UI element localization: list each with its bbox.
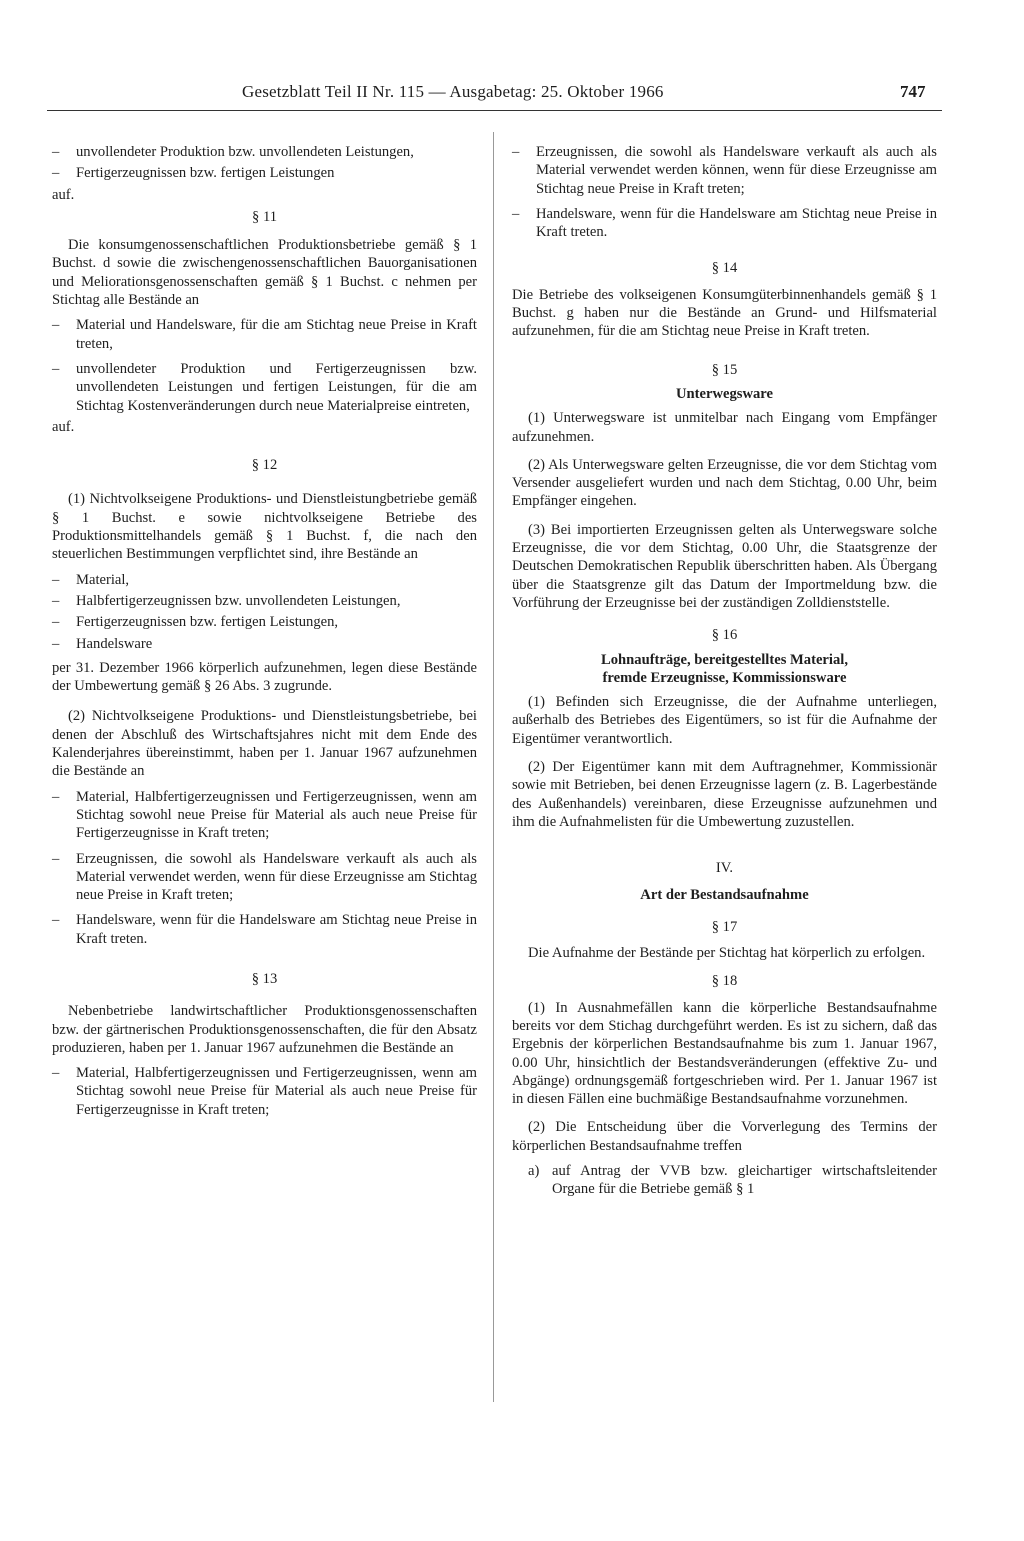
section-12-para-1: (1) Nichtvolkseigene Produktions- und Dienstleistungbetriebe gemäß § 1 Buchst. e sowie nichtvolkseigene Betriebe des Produktionsmittelhandels gemäß § 1 Buchst. f, die nach den steuerlichen Bestimmungen verpflichtet sind, ihre Bestände an	[52, 491, 477, 563]
dash-marker: –	[52, 912, 60, 929]
dash-marker: –	[52, 592, 60, 609]
list-item: – Handelsware, wenn für die Handelsware am Stichtag neue Preise in Kraft treten.	[52, 912, 477, 947]
section-15-title: Unterwegsware	[676, 385, 773, 402]
part-numeral: IV.	[715, 860, 734, 877]
item-label: a)	[528, 1163, 540, 1180]
section-heading-18: § 18	[711, 973, 738, 990]
dash-marker: –	[52, 1065, 60, 1082]
section-heading-11: § 11	[252, 208, 277, 225]
dash-marker: –	[52, 571, 60, 588]
page-number: 747	[900, 82, 926, 101]
dash-marker: –	[52, 614, 60, 631]
dash-marker: –	[52, 850, 60, 867]
dash-marker: –	[512, 205, 520, 222]
dash-marker: –	[52, 317, 60, 334]
list-item: – Material und Handelsware, für die am Stichtag neue Preise in Kraft treten,	[52, 317, 477, 352]
left-column	[52, 143, 477, 1126]
list-item: – Fertigerzeugnissen bzw. fertigen Leistungen,	[52, 614, 339, 631]
section-12-para-1-end: per 31. Dezember 1966 körperlich aufzunehmen, legen diese Bestände der Umbewertung gemäß § 26 Abs. 3 zugrunde.	[52, 659, 477, 695]
list-item: – Erzeugnissen, die sowohl als Handelsware verkauft als auch als Material verwendet werden können, wenn für diese Erzeugnisse am Stichtag neue Preise in Kraft treten;	[512, 144, 937, 197]
dash-marker: –	[512, 144, 520, 160]
section-15-para-2: (2) Als Unterwegsware gelten Erzeugnisse, die vor dem Stichtag vom Versender ausgeliefert wurden und nach dem Stichtag, 0.00 Uhr, beim Empfänger eingehen.	[512, 456, 937, 510]
section-15-para-1: (1) Unterwegsware ist unmitelbar nach Eingang vom Empfänger aufzunehmen.	[512, 410, 937, 445]
section-18-para-2: (2) Die Entscheidung über die Vorverlegung des Termins der körperlichen Bestandsaufnahme treffen	[512, 1119, 937, 1154]
section-heading-15: § 15	[711, 361, 738, 378]
list-item: – Handelsware	[52, 635, 153, 652]
section-18-para-1: (1) In Ausnahmefällen kann die körperliche Bestandsaufnahme bereits vor dem Stichag durchgeführt werden. Es ist zu sichern, daß das Ergebnis der körperlichen Bestandsaufnahme bis zum 1. Januar 1967, 0.00 Uhr, hinsichtlich der Bestandsveränderungen (effektive Zu- und Abgänge) ordnungsgemäß fortgeschrieben wird. Per 1. Januar 1967 ist in diesen Fällen eine buchmäßige Bestandsaufnahme vorzunehmen.	[512, 999, 937, 1108]
column-divider	[493, 132, 494, 1402]
right-column	[512, 143, 937, 1199]
list-item: – unvollendeter Produktion und Fertigerzeugnissen bzw. unvollendeten Leistungen und fertigen Leistungen, für die am Stichtag Kostenveränderungen durch neue Materialpreise eintreten,	[52, 360, 477, 414]
list-item: – Erzeugnissen, die sowohl als Handelsware verkauft als auch als Material verwendet werden, wenn für diese Erzeugnisse am Stichtag neue Preise in Kraft treten;	[52, 850, 477, 904]
list-item: – Material,	[52, 571, 130, 588]
gazette-title: Gesetzblatt Teil II Nr. 115 — Ausgabetag: 25. Oktober 1966	[242, 82, 664, 101]
section-12-para-2: (2) Nichtvolkseigene Produktions- und Dienstleistungsbetriebe, bei denen der Abschluß des Wirtschaftsjahres nicht mit dem Ende des Kalenderjahres übereinstimmt, haben per 1. Januar 1967 aufzunehmen die Bestände an	[52, 708, 477, 780]
closing-word: auf.	[52, 418, 75, 435]
list-item: – Material, Halbfertigerzeugnissen und Fertigerzeugnissen, wenn am Stichtag sowohl neue Preise für Material als auch neue Preise für Fertigerzeugnisse in Kraft treten;	[52, 788, 477, 842]
list-item: – Handelsware, wenn für die Handelsware am Stichtag neue Preise in Kraft treten.	[512, 205, 937, 241]
section-heading-14: § 14	[711, 260, 738, 277]
section-16-title-line-1: Lohnaufträge, bereitgestelltes Material,	[601, 651, 848, 668]
section-heading-12: § 12	[251, 457, 278, 474]
section-11-text: Die konsumgenossenschaftlichen Produktionsbetriebe gemäß § 1 Buchst. d sowie die zwischengenossenschaftlichen Bauorganisationen und Meliorationsgenossenschaften gemäß § 1 Buchst. c nehmen per Stichtag alle Bestände an	[52, 237, 477, 309]
list-item: – Material, Halbfertigerzeugnissen und Fertigerzeugnissen, wenn am Stichtag sowohl neue Preise für Material als auch neue Preise für Fertigerzeugnisse in Kraft treten;	[52, 1065, 477, 1118]
section-16-title-line-2: fremde Erzeugnisse, Kommissionsware	[602, 669, 847, 686]
list-item: – Halbfertigerzeugnissen bzw. unvollendeten Leistungen,	[52, 592, 401, 609]
list-item: a) auf Antrag der VVB bzw. gleichartiger wirtschaftsleitender Organe für die Betriebe gemäß § 1	[528, 1163, 937, 1198]
dash-marker: –	[52, 165, 60, 182]
section-15-para-3: (3) Bei importierten Erzeugnissen gelten als Unterwegsware solche Erzeugnisse, die vor dem Stichtag, 0.00 Uhr, die Staatsgrenze der Deutschen Demokratischen Republik überschritten haben. Als Übergang über die Staatsgrenze gilt das Datum der Importmeldung bzw. die Vorführung der Erzeugnisse bei der zuständigen Zolldienststelle.	[512, 521, 937, 611]
header-rule	[47, 110, 942, 111]
dash-marker: –	[52, 360, 60, 377]
section-heading-17: § 17	[711, 918, 738, 935]
section-14-text: Die Betriebe des volkseigenen Konsumgüterbinnenhandels gemäß § 1 Buchst. g haben nur die Bestände an Grund- und Hilfsmaterial aufzunehmen, für die am Stichtag neue Preise in Kraft treten.	[512, 286, 937, 340]
section-13-text: Nebenbetriebe landwirtschaftlicher Produktionsgenossenschaften bzw. der gärtnerischen Produktionsgenossenschaften, die für den Absatz produzieren, haben per 1. Januar 1967 aufzunehmen die Bestände an	[52, 1003, 477, 1056]
dash-marker: –	[52, 788, 60, 805]
dash-marker: –	[52, 144, 60, 160]
section-heading-16: § 16	[711, 627, 738, 644]
section-16-para-1: (1) Befinden sich Erzeugnisse, die der Aufnahme unterliegen, außerhalb des Betriebes des Eigentümers, so ist für die Aufnahme der Eigentümer verantwortlich.	[512, 694, 937, 747]
closing-word: auf.	[52, 186, 75, 203]
list-item: – Fertigerzeugnissen bzw. fertigen Leistungen	[52, 165, 335, 182]
section-heading-13: § 13	[251, 970, 278, 987]
section-17-text: Die Aufnahme der Bestände per Stichtag hat körperlich zu erfolgen.	[528, 945, 926, 962]
dash-marker: –	[52, 635, 60, 652]
page-header	[0, 82, 1024, 110]
section-16-para-2: (2) Der Eigentümer kann mit dem Auftragnehmer, Kommissionär sowie mit Betrieben, bei denen Erzeugnisse lagern (z. B. Lagerbestände des Außenhandels) vereinbaren, diese Erzeugnisse aufzunehmen und ihm die Aufnahmelisten für die Umbewertung zuzustellen.	[512, 759, 937, 830]
list-item: – unvollendeter Produktion bzw. unvollendeten Leistungen,	[52, 144, 414, 160]
part-title: Art der Bestandsaufnahme	[640, 886, 809, 903]
